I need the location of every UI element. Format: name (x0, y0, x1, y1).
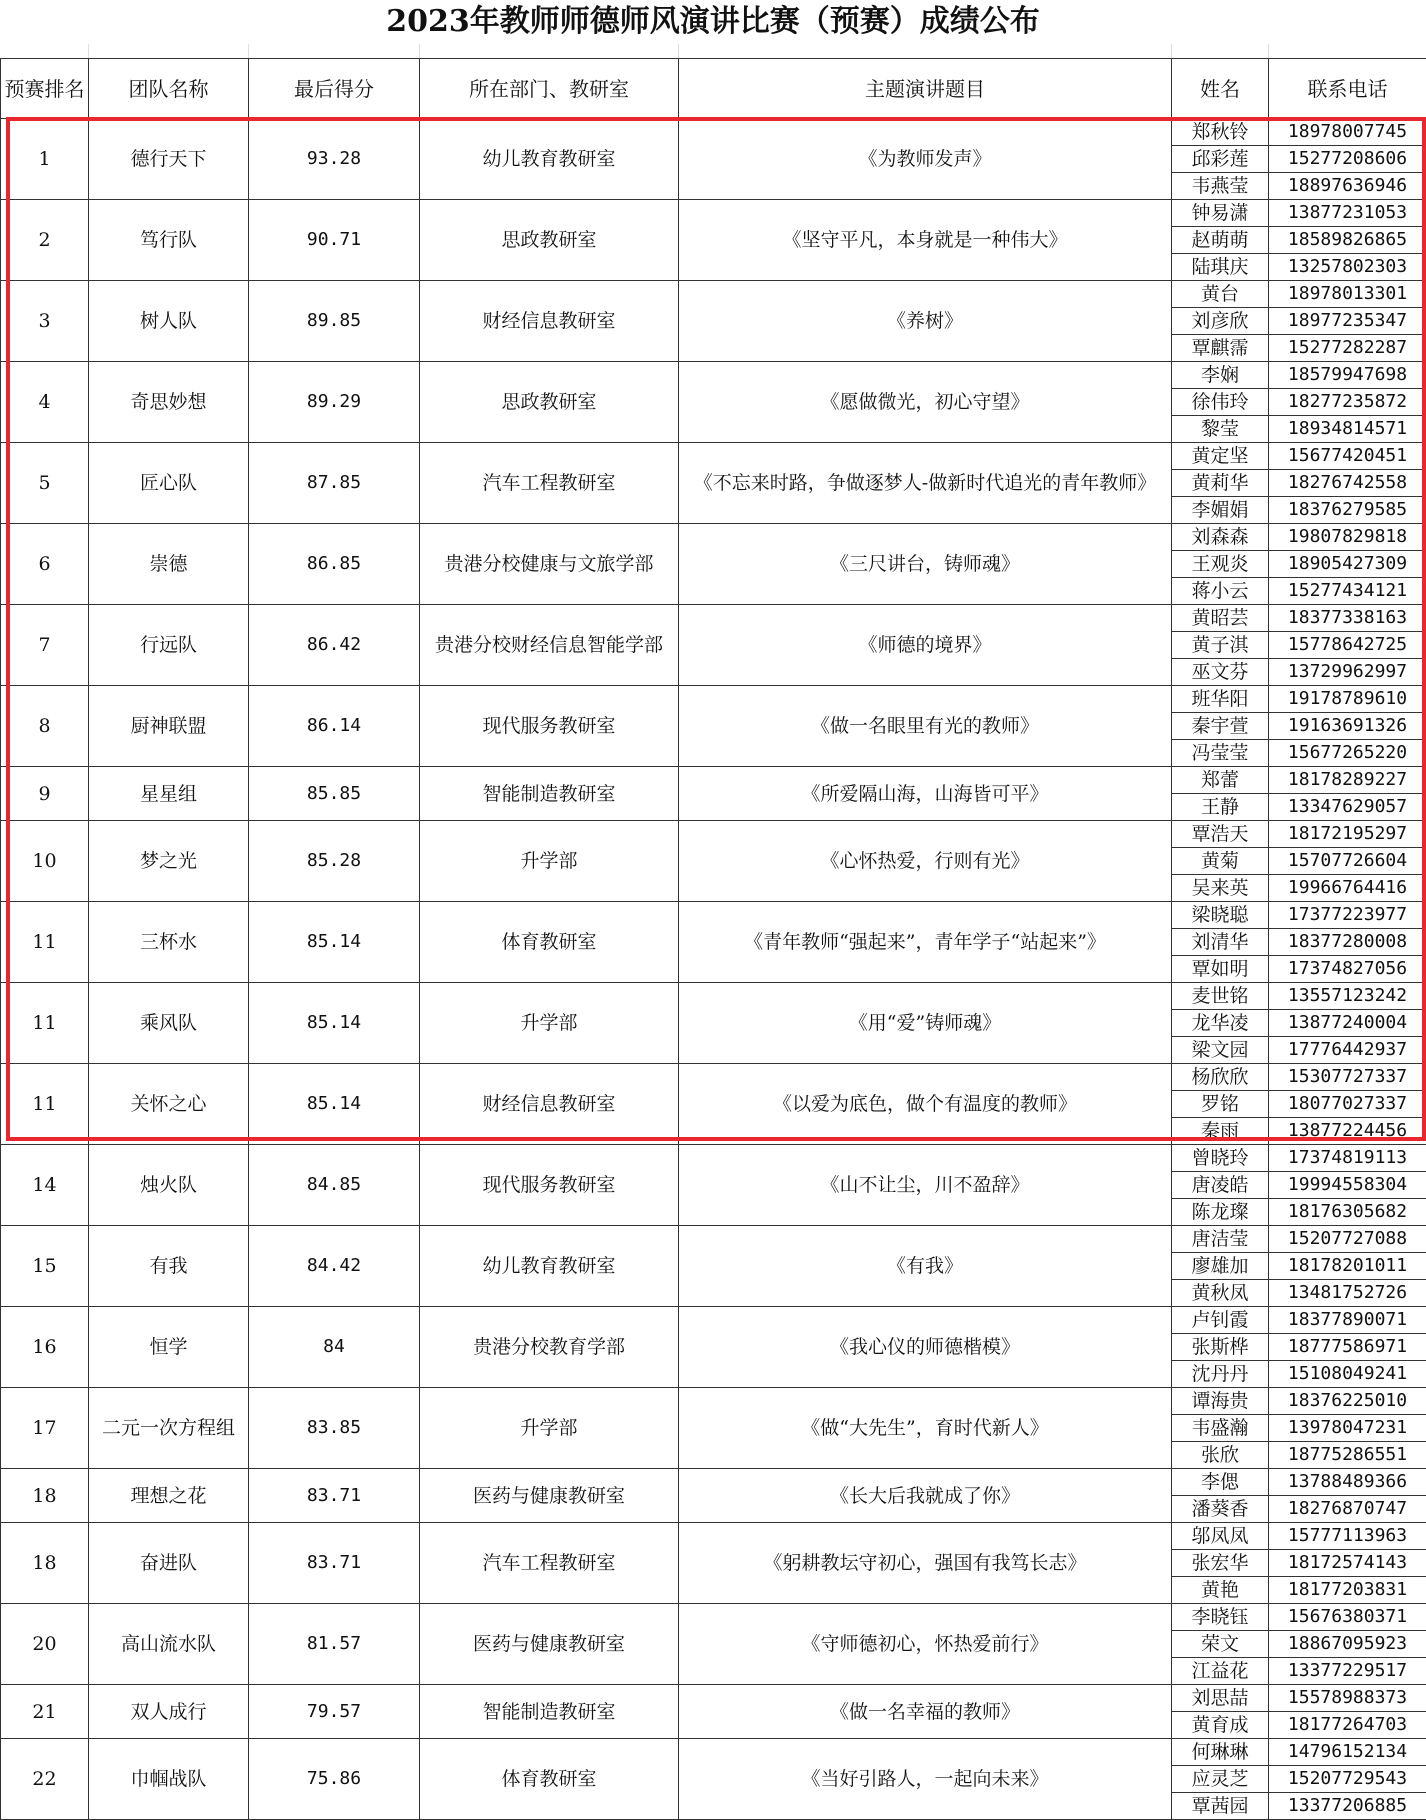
rank-cell[interactable]: 2 (1, 200, 89, 281)
dept-cell[interactable]: 财经信息教研室 (420, 281, 679, 362)
topic-cell[interactable]: 《愿做微光，初心守望》 (679, 362, 1172, 443)
dept-cell[interactable]: 升学部 (420, 821, 679, 902)
table-row (1, 200, 1426, 227)
table-row (1, 1388, 1426, 1415)
team-cell[interactable]: 崇德 (89, 524, 249, 605)
member-phone-cell[interactable]: 17374827056 (1269, 956, 1426, 983)
team-cell[interactable]: 三杯水 (89, 902, 249, 983)
member-name-cell[interactable]: 黄台 (1172, 281, 1269, 308)
rank-cell[interactable]: 21 (1, 1685, 89, 1739)
topic-cell[interactable]: 《当好引路人，一起向未来》 (679, 1739, 1172, 1820)
member-phone-cell[interactable]: 15307727337 (1269, 1064, 1426, 1091)
score-cell[interactable]: 85.14 (249, 902, 420, 983)
member-name-cell[interactable]: 张斯桦 (1172, 1334, 1269, 1361)
member-name-cell[interactable]: 梁晓聪 (1172, 902, 1269, 929)
member-phone-cell[interactable]: 18376225010 (1269, 1388, 1426, 1415)
member-phone-cell[interactable]: 13788489366 (1269, 1469, 1426, 1496)
rank-cell[interactable]: 11 (1, 983, 89, 1064)
team-cell[interactable]: 关怀之心 (89, 1064, 249, 1145)
member-phone-cell[interactable]: 15777113963 (1269, 1523, 1426, 1550)
member-phone-cell[interactable]: 15277208606 (1269, 146, 1426, 173)
member-phone-cell[interactable]: 13377229517 (1269, 1658, 1426, 1685)
member-phone-cell[interactable]: 18276870747 (1269, 1496, 1426, 1523)
table-row (1, 1469, 1426, 1496)
topic-cell[interactable]: 《师德的境界》 (679, 605, 1172, 686)
member-name-cell[interactable]: 杨欣欣 (1172, 1064, 1269, 1091)
score-cell[interactable]: 79.57 (249, 1685, 420, 1739)
score-cell[interactable]: 90.71 (249, 200, 420, 281)
table-row (1, 1145, 1426, 1172)
score-cell[interactable]: 81.57 (249, 1604, 420, 1685)
member-phone-cell[interactable]: 18177264703 (1269, 1712, 1426, 1739)
score-cell[interactable]: 75.86 (249, 1739, 420, 1820)
dept-cell[interactable]: 智能制造教研室 (420, 767, 679, 821)
topic-cell[interactable]: 《青年教师“强起来”，青年学子“站起来”》 (679, 902, 1172, 983)
table-row (1, 1064, 1426, 1091)
rank-cell[interactable]: 18 (1, 1469, 89, 1523)
rank-cell[interactable]: 11 (1, 1064, 89, 1145)
member-phone-cell[interactable]: 17377223977 (1269, 902, 1426, 929)
dept-cell[interactable]: 体育教研室 (420, 1739, 679, 1820)
member-phone-cell[interactable]: 13877240004 (1269, 1010, 1426, 1037)
member-name-cell[interactable]: 黄菊 (1172, 848, 1269, 875)
dept-cell[interactable]: 智能制造教研室 (420, 1685, 679, 1739)
member-phone-cell[interactable]: 15578988373 (1269, 1685, 1426, 1712)
member-phone-cell[interactable]: 15707726604 (1269, 848, 1426, 875)
score-cell[interactable]: 85.14 (249, 1064, 420, 1145)
header-name[interactable]: 姓名 (1172, 59, 1269, 119)
member-phone-cell[interactable]: 13729962997 (1269, 659, 1426, 686)
rank-cell[interactable]: 4 (1, 362, 89, 443)
member-name-cell[interactable]: 陈龙璨 (1172, 1199, 1269, 1226)
rank-cell[interactable]: 15 (1, 1226, 89, 1307)
member-phone-cell[interactable]: 18977235347 (1269, 308, 1426, 335)
member-name-cell[interactable]: 郑秋铃 (1172, 119, 1269, 146)
member-phone-cell[interactable]: 15778642725 (1269, 632, 1426, 659)
member-name-cell[interactable]: 罗铭 (1172, 1091, 1269, 1118)
member-name-cell[interactable]: 李娴 (1172, 362, 1269, 389)
results-table (0, 44, 1426, 1820)
member-name-cell[interactable]: 李媚娟 (1172, 497, 1269, 524)
team-cell[interactable]: 理想之花 (89, 1469, 249, 1523)
member-phone-cell[interactable]: 18077027337 (1269, 1091, 1426, 1118)
table-row (1, 1226, 1426, 1253)
member-phone-cell[interactable]: 18277235872 (1269, 389, 1426, 416)
table-row (1, 1523, 1426, 1550)
member-name-cell[interactable]: 刘思喆 (1172, 1685, 1269, 1712)
team-cell[interactable]: 德行天下 (89, 119, 249, 200)
member-phone-cell[interactable]: 18905427309 (1269, 551, 1426, 578)
member-name-cell[interactable]: 覃茜园 (1172, 1793, 1269, 1820)
table-row (1, 983, 1426, 1010)
dept-cell[interactable]: 贵港分校健康与文旅学部 (420, 524, 679, 605)
topic-cell[interactable]: 《为教师发声》 (679, 119, 1172, 200)
member-name-cell[interactable]: 王静 (1172, 794, 1269, 821)
team-cell[interactable]: 烛火队 (89, 1145, 249, 1226)
member-phone-cell[interactable]: 13557123242 (1269, 983, 1426, 1010)
member-name-cell[interactable]: 唐洁莹 (1172, 1226, 1269, 1253)
rank-cell[interactable]: 3 (1, 281, 89, 362)
score-cell[interactable]: 84.85 (249, 1145, 420, 1226)
dept-cell[interactable]: 汽车工程教研室 (420, 443, 679, 524)
member-phone-cell[interactable]: 15207727088 (1269, 1226, 1426, 1253)
rank-cell[interactable]: 22 (1, 1739, 89, 1820)
dept-cell[interactable]: 医药与健康教研室 (420, 1604, 679, 1685)
team-cell[interactable]: 双人成行 (89, 1685, 249, 1739)
member-phone-cell[interactable]: 13481752726 (1269, 1280, 1426, 1307)
member-phone-cell[interactable]: 18579947698 (1269, 362, 1426, 389)
dept-cell[interactable]: 幼儿教育教研室 (420, 1226, 679, 1307)
member-phone-cell[interactable]: 18775286551 (1269, 1442, 1426, 1469)
dept-cell[interactable]: 升学部 (420, 1388, 679, 1469)
topic-cell[interactable]: 《我心仪的师德楷模》 (679, 1307, 1172, 1388)
rank-cell[interactable]: 7 (1, 605, 89, 686)
member-name-cell[interactable]: 刘森森 (1172, 524, 1269, 551)
table-row (1, 605, 1426, 632)
team-cell[interactable]: 奇思妙想 (89, 362, 249, 443)
dept-cell[interactable]: 思政教研室 (420, 200, 679, 281)
member-name-cell[interactable]: 蒋小云 (1172, 578, 1269, 605)
dept-cell[interactable]: 现代服务教研室 (420, 1145, 679, 1226)
topic-cell[interactable]: 《做一名眼里有光的教师》 (679, 686, 1172, 767)
topic-cell[interactable]: 《养树》 (679, 281, 1172, 362)
member-phone-cell[interactable]: 15277282287 (1269, 335, 1426, 362)
member-name-cell[interactable]: 唐凌皓 (1172, 1172, 1269, 1199)
table-row (1, 686, 1426, 713)
member-name-cell[interactable]: 覃如明 (1172, 956, 1269, 983)
member-name-cell[interactable]: 徐伟玲 (1172, 389, 1269, 416)
header-rank[interactable]: 预赛排名 (1, 59, 89, 119)
table-row (1, 1739, 1426, 1766)
rank-cell[interactable]: 11 (1, 902, 89, 983)
member-name-cell[interactable]: 曾晓玲 (1172, 1145, 1269, 1172)
table-row (1, 821, 1426, 848)
member-phone-cell[interactable]: 15677420451 (1269, 443, 1426, 470)
dept-cell[interactable]: 医药与健康教研室 (420, 1469, 679, 1523)
dept-cell[interactable]: 现代服务教研室 (420, 686, 679, 767)
member-name-cell[interactable]: 刘彦欣 (1172, 308, 1269, 335)
rank-cell[interactable]: 20 (1, 1604, 89, 1685)
member-phone-cell[interactable]: 13257802303 (1269, 254, 1426, 281)
member-name-cell[interactable]: 应灵芝 (1172, 1766, 1269, 1793)
table-row (1, 1604, 1426, 1631)
member-phone-cell[interactable]: 15207729543 (1269, 1766, 1426, 1793)
member-name-cell[interactable]: 江益花 (1172, 1658, 1269, 1685)
score-cell[interactable]: 83.71 (249, 1523, 420, 1604)
member-name-cell[interactable]: 荣文 (1172, 1631, 1269, 1658)
member-name-cell[interactable]: 黄子淇 (1172, 632, 1269, 659)
score-cell[interactable]: 87.85 (249, 443, 420, 524)
member-phone-cell[interactable]: 13877224456 (1269, 1118, 1426, 1145)
rank-cell[interactable]: 1 (1, 119, 89, 200)
team-cell[interactable]: 高山流水队 (89, 1604, 249, 1685)
rank-cell[interactable]: 5 (1, 443, 89, 524)
member-phone-cell[interactable]: 18978007745 (1269, 119, 1426, 146)
score-cell[interactable]: 85.14 (249, 983, 420, 1064)
member-name-cell[interactable]: 黄昭芸 (1172, 605, 1269, 632)
member-phone-cell[interactable]: 13377206885 (1269, 1793, 1426, 1820)
topic-cell[interactable]: 《不忘来时路，争做逐梦人-做新时代追光的青年教师》 (679, 443, 1172, 524)
score-cell[interactable]: 84 (249, 1307, 420, 1388)
member-phone-cell[interactable]: 19178789610 (1269, 686, 1426, 713)
member-name-cell[interactable]: 黎莹 (1172, 416, 1269, 443)
member-name-cell[interactable]: 黄莉华 (1172, 470, 1269, 497)
team-cell[interactable]: 有我 (89, 1226, 249, 1307)
rank-cell[interactable]: 6 (1, 524, 89, 605)
table-row (1, 281, 1426, 308)
member-name-cell[interactable]: 黄育成 (1172, 1712, 1269, 1739)
member-name-cell[interactable]: 张欣 (1172, 1442, 1269, 1469)
rank-cell[interactable]: 8 (1, 686, 89, 767)
team-cell[interactable]: 梦之光 (89, 821, 249, 902)
member-name-cell[interactable]: 韦盛瀚 (1172, 1415, 1269, 1442)
team-cell[interactable]: 恒学 (89, 1307, 249, 1388)
score-cell[interactable]: 85.28 (249, 821, 420, 902)
member-name-cell[interactable]: 卢钊霞 (1172, 1307, 1269, 1334)
member-name-cell[interactable]: 冯莹莹 (1172, 740, 1269, 767)
score-cell[interactable]: 86.85 (249, 524, 420, 605)
member-phone-cell[interactable]: 18178289227 (1269, 767, 1426, 794)
table-row (1, 119, 1426, 146)
member-phone-cell[interactable]: 18177203831 (1269, 1577, 1426, 1604)
member-name-cell[interactable]: 赵萌萌 (1172, 227, 1269, 254)
table-row (1, 767, 1426, 794)
topic-cell[interactable]: 《坚守平凡，本身就是一种伟大》 (679, 200, 1172, 281)
dept-cell[interactable]: 体育教研室 (420, 902, 679, 983)
topic-cell[interactable]: 《以爱为底色，做个有温度的教师》 (679, 1064, 1172, 1145)
topic-cell[interactable]: 《心怀热爱，行则有光》 (679, 821, 1172, 902)
member-name-cell[interactable]: 何琳琳 (1172, 1739, 1269, 1766)
member-phone-cell[interactable]: 18589826865 (1269, 227, 1426, 254)
dept-cell[interactable]: 思政教研室 (420, 362, 679, 443)
member-phone-cell[interactable]: 18376279585 (1269, 497, 1426, 524)
member-phone-cell[interactable]: 19807829818 (1269, 524, 1426, 551)
header-row (1, 59, 1426, 119)
rank-cell[interactable]: 18 (1, 1523, 89, 1604)
member-name-cell[interactable]: 巫文芬 (1172, 659, 1269, 686)
team-cell[interactable]: 星星组 (89, 767, 249, 821)
member-name-cell[interactable]: 黄艳 (1172, 1577, 1269, 1604)
member-name-cell[interactable]: 韦燕莹 (1172, 173, 1269, 200)
table-row (1, 443, 1426, 470)
member-phone-cell[interactable]: 19163691326 (1269, 713, 1426, 740)
member-phone-cell[interactable]: 18176305682 (1269, 1199, 1426, 1226)
member-name-cell[interactable]: 沈丹丹 (1172, 1361, 1269, 1388)
score-cell[interactable]: 89.29 (249, 362, 420, 443)
team-cell[interactable]: 树人队 (89, 281, 249, 362)
dept-cell[interactable]: 升学部 (420, 983, 679, 1064)
member-phone-cell[interactable]: 15108049241 (1269, 1361, 1426, 1388)
topic-cell[interactable]: 《守师德初心，怀热爱前行》 (679, 1604, 1172, 1685)
rank-cell[interactable]: 14 (1, 1145, 89, 1226)
member-phone-cell[interactable]: 15677265220 (1269, 740, 1426, 767)
rank-cell[interactable]: 16 (1, 1307, 89, 1388)
team-cell[interactable]: 巾帼战队 (89, 1739, 249, 1820)
member-phone-cell[interactable]: 18867095923 (1269, 1631, 1426, 1658)
member-phone-cell[interactable]: 18172195297 (1269, 821, 1426, 848)
member-name-cell[interactable]: 覃麒霈 (1172, 335, 1269, 362)
topic-cell[interactable]: 《长大后我就成了你》 (679, 1469, 1172, 1523)
score-cell[interactable]: 83.85 (249, 1388, 420, 1469)
member-phone-cell[interactable]: 15676380371 (1269, 1604, 1426, 1631)
team-cell[interactable]: 乘风队 (89, 983, 249, 1064)
page-title: 2023年教师师德师风演讲比赛（预赛）成绩公布 (0, 0, 1426, 44)
dept-cell[interactable]: 幼儿教育教研室 (420, 119, 679, 200)
team-cell[interactable]: 奋进队 (89, 1523, 249, 1604)
results-table-container (0, 44, 1426, 1818)
header-phone[interactable]: 联系电话 (1269, 59, 1426, 119)
header-dept[interactable]: 所在部门、教研室 (420, 59, 679, 119)
table-row (1, 1685, 1426, 1712)
member-name-cell[interactable]: 李晓钰 (1172, 1604, 1269, 1631)
dept-cell[interactable]: 贵港分校财经信息智能学部 (420, 605, 679, 686)
header-team[interactable]: 团队名称 (89, 59, 249, 119)
topic-cell[interactable]: 《做“大先生”，育时代新人》 (679, 1388, 1172, 1469)
table-row (1, 524, 1426, 551)
member-name-cell[interactable]: 邬凤凤 (1172, 1523, 1269, 1550)
member-name-cell[interactable]: 郑蕾 (1172, 767, 1269, 794)
member-name-cell[interactable]: 钟易潇 (1172, 200, 1269, 227)
member-name-cell[interactable]: 谭海贵 (1172, 1388, 1269, 1415)
member-name-cell[interactable]: 黄定坚 (1172, 443, 1269, 470)
member-phone-cell[interactable]: 18276742558 (1269, 470, 1426, 497)
spacer-row (1, 44, 1426, 59)
member-phone-cell[interactable]: 14796152134 (1269, 1739, 1426, 1766)
member-name-cell[interactable]: 潘葵香 (1172, 1496, 1269, 1523)
score-cell[interactable]: 86.14 (249, 686, 420, 767)
member-name-cell[interactable]: 李偲 (1172, 1469, 1269, 1496)
dept-cell[interactable]: 贵港分校教育学部 (420, 1307, 679, 1388)
score-cell[interactable]: 84.42 (249, 1226, 420, 1307)
rank-cell[interactable]: 17 (1, 1388, 89, 1469)
dept-cell[interactable]: 财经信息教研室 (420, 1064, 679, 1145)
dept-cell[interactable]: 汽车工程教研室 (420, 1523, 679, 1604)
member-name-cell[interactable]: 刘清华 (1172, 929, 1269, 956)
member-name-cell[interactable]: 麦世铭 (1172, 983, 1269, 1010)
score-cell[interactable]: 86.42 (249, 605, 420, 686)
member-name-cell[interactable]: 邱彩莲 (1172, 146, 1269, 173)
member-phone-cell[interactable]: 18978013301 (1269, 281, 1426, 308)
team-cell[interactable]: 笃行队 (89, 200, 249, 281)
topic-cell[interactable]: 《所爱隔山海，山海皆可平》 (679, 767, 1172, 821)
table-row (1, 1307, 1426, 1334)
member-name-cell[interactable]: 秦宇萱 (1172, 713, 1269, 740)
member-name-cell[interactable]: 张宏华 (1172, 1550, 1269, 1577)
member-name-cell[interactable]: 黄秋凤 (1172, 1280, 1269, 1307)
header-topic[interactable]: 主题演讲题目 (679, 59, 1172, 119)
member-phone-cell[interactable]: 18172574143 (1269, 1550, 1426, 1577)
member-name-cell[interactable]: 龙华凌 (1172, 1010, 1269, 1037)
topic-cell[interactable]: 《有我》 (679, 1226, 1172, 1307)
member-name-cell[interactable]: 陆琪庆 (1172, 254, 1269, 281)
score-cell[interactable]: 83.71 (249, 1469, 420, 1523)
topic-cell[interactable]: 《用“爱”铸师魂》 (679, 983, 1172, 1064)
table-row (1, 362, 1426, 389)
team-cell[interactable]: 匠心队 (89, 443, 249, 524)
team-cell[interactable]: 二元一次方程组 (89, 1388, 249, 1469)
score-cell[interactable]: 93.28 (249, 119, 420, 200)
table-row (1, 902, 1426, 929)
score-cell[interactable]: 89.85 (249, 281, 420, 362)
member-name-cell[interactable]: 吴来英 (1172, 875, 1269, 902)
member-phone-cell[interactable]: 13347629057 (1269, 794, 1426, 821)
member-phone-cell[interactable]: 13978047231 (1269, 1415, 1426, 1442)
member-phone-cell[interactable]: 17374819113 (1269, 1145, 1426, 1172)
team-cell[interactable]: 行远队 (89, 605, 249, 686)
topic-cell[interactable]: 《三尺讲台，铸师魂》 (679, 524, 1172, 605)
member-phone-cell[interactable]: 18934814571 (1269, 416, 1426, 443)
member-name-cell[interactable]: 梁文园 (1172, 1037, 1269, 1064)
member-phone-cell[interactable]: 19994558304 (1269, 1172, 1426, 1199)
member-phone-cell[interactable]: 18377338163 (1269, 605, 1426, 632)
score-cell[interactable]: 85.85 (249, 767, 420, 821)
member-phone-cell[interactable]: 18897636946 (1269, 173, 1426, 200)
member-phone-cell[interactable]: 18178201011 (1269, 1253, 1426, 1280)
member-phone-cell[interactable]: 19966764416 (1269, 875, 1426, 902)
member-phone-cell[interactable]: 15277434121 (1269, 578, 1426, 605)
member-name-cell[interactable]: 秦雨 (1172, 1118, 1269, 1145)
member-name-cell[interactable]: 班华阳 (1172, 686, 1269, 713)
topic-cell[interactable]: 《山不让尘，川不盈辞》 (679, 1145, 1172, 1226)
topic-cell[interactable]: 《躬耕教坛守初心，强国有我笃长志》 (679, 1523, 1172, 1604)
member-phone-cell[interactable]: 17776442937 (1269, 1037, 1426, 1064)
rank-cell[interactable]: 9 (1, 767, 89, 821)
member-name-cell[interactable]: 覃浩天 (1172, 821, 1269, 848)
member-name-cell[interactable]: 王观炎 (1172, 551, 1269, 578)
topic-cell[interactable]: 《做一名幸福的教师》 (679, 1685, 1172, 1739)
header-score[interactable]: 最后得分 (249, 59, 420, 119)
team-cell[interactable]: 厨神联盟 (89, 686, 249, 767)
member-phone-cell[interactable]: 18377280008 (1269, 929, 1426, 956)
rank-cell[interactable]: 10 (1, 821, 89, 902)
member-name-cell[interactable]: 廖雄加 (1172, 1253, 1269, 1280)
member-phone-cell[interactable]: 13877231053 (1269, 200, 1426, 227)
member-phone-cell[interactable]: 18777586971 (1269, 1334, 1426, 1361)
member-phone-cell[interactable]: 18377890071 (1269, 1307, 1426, 1334)
